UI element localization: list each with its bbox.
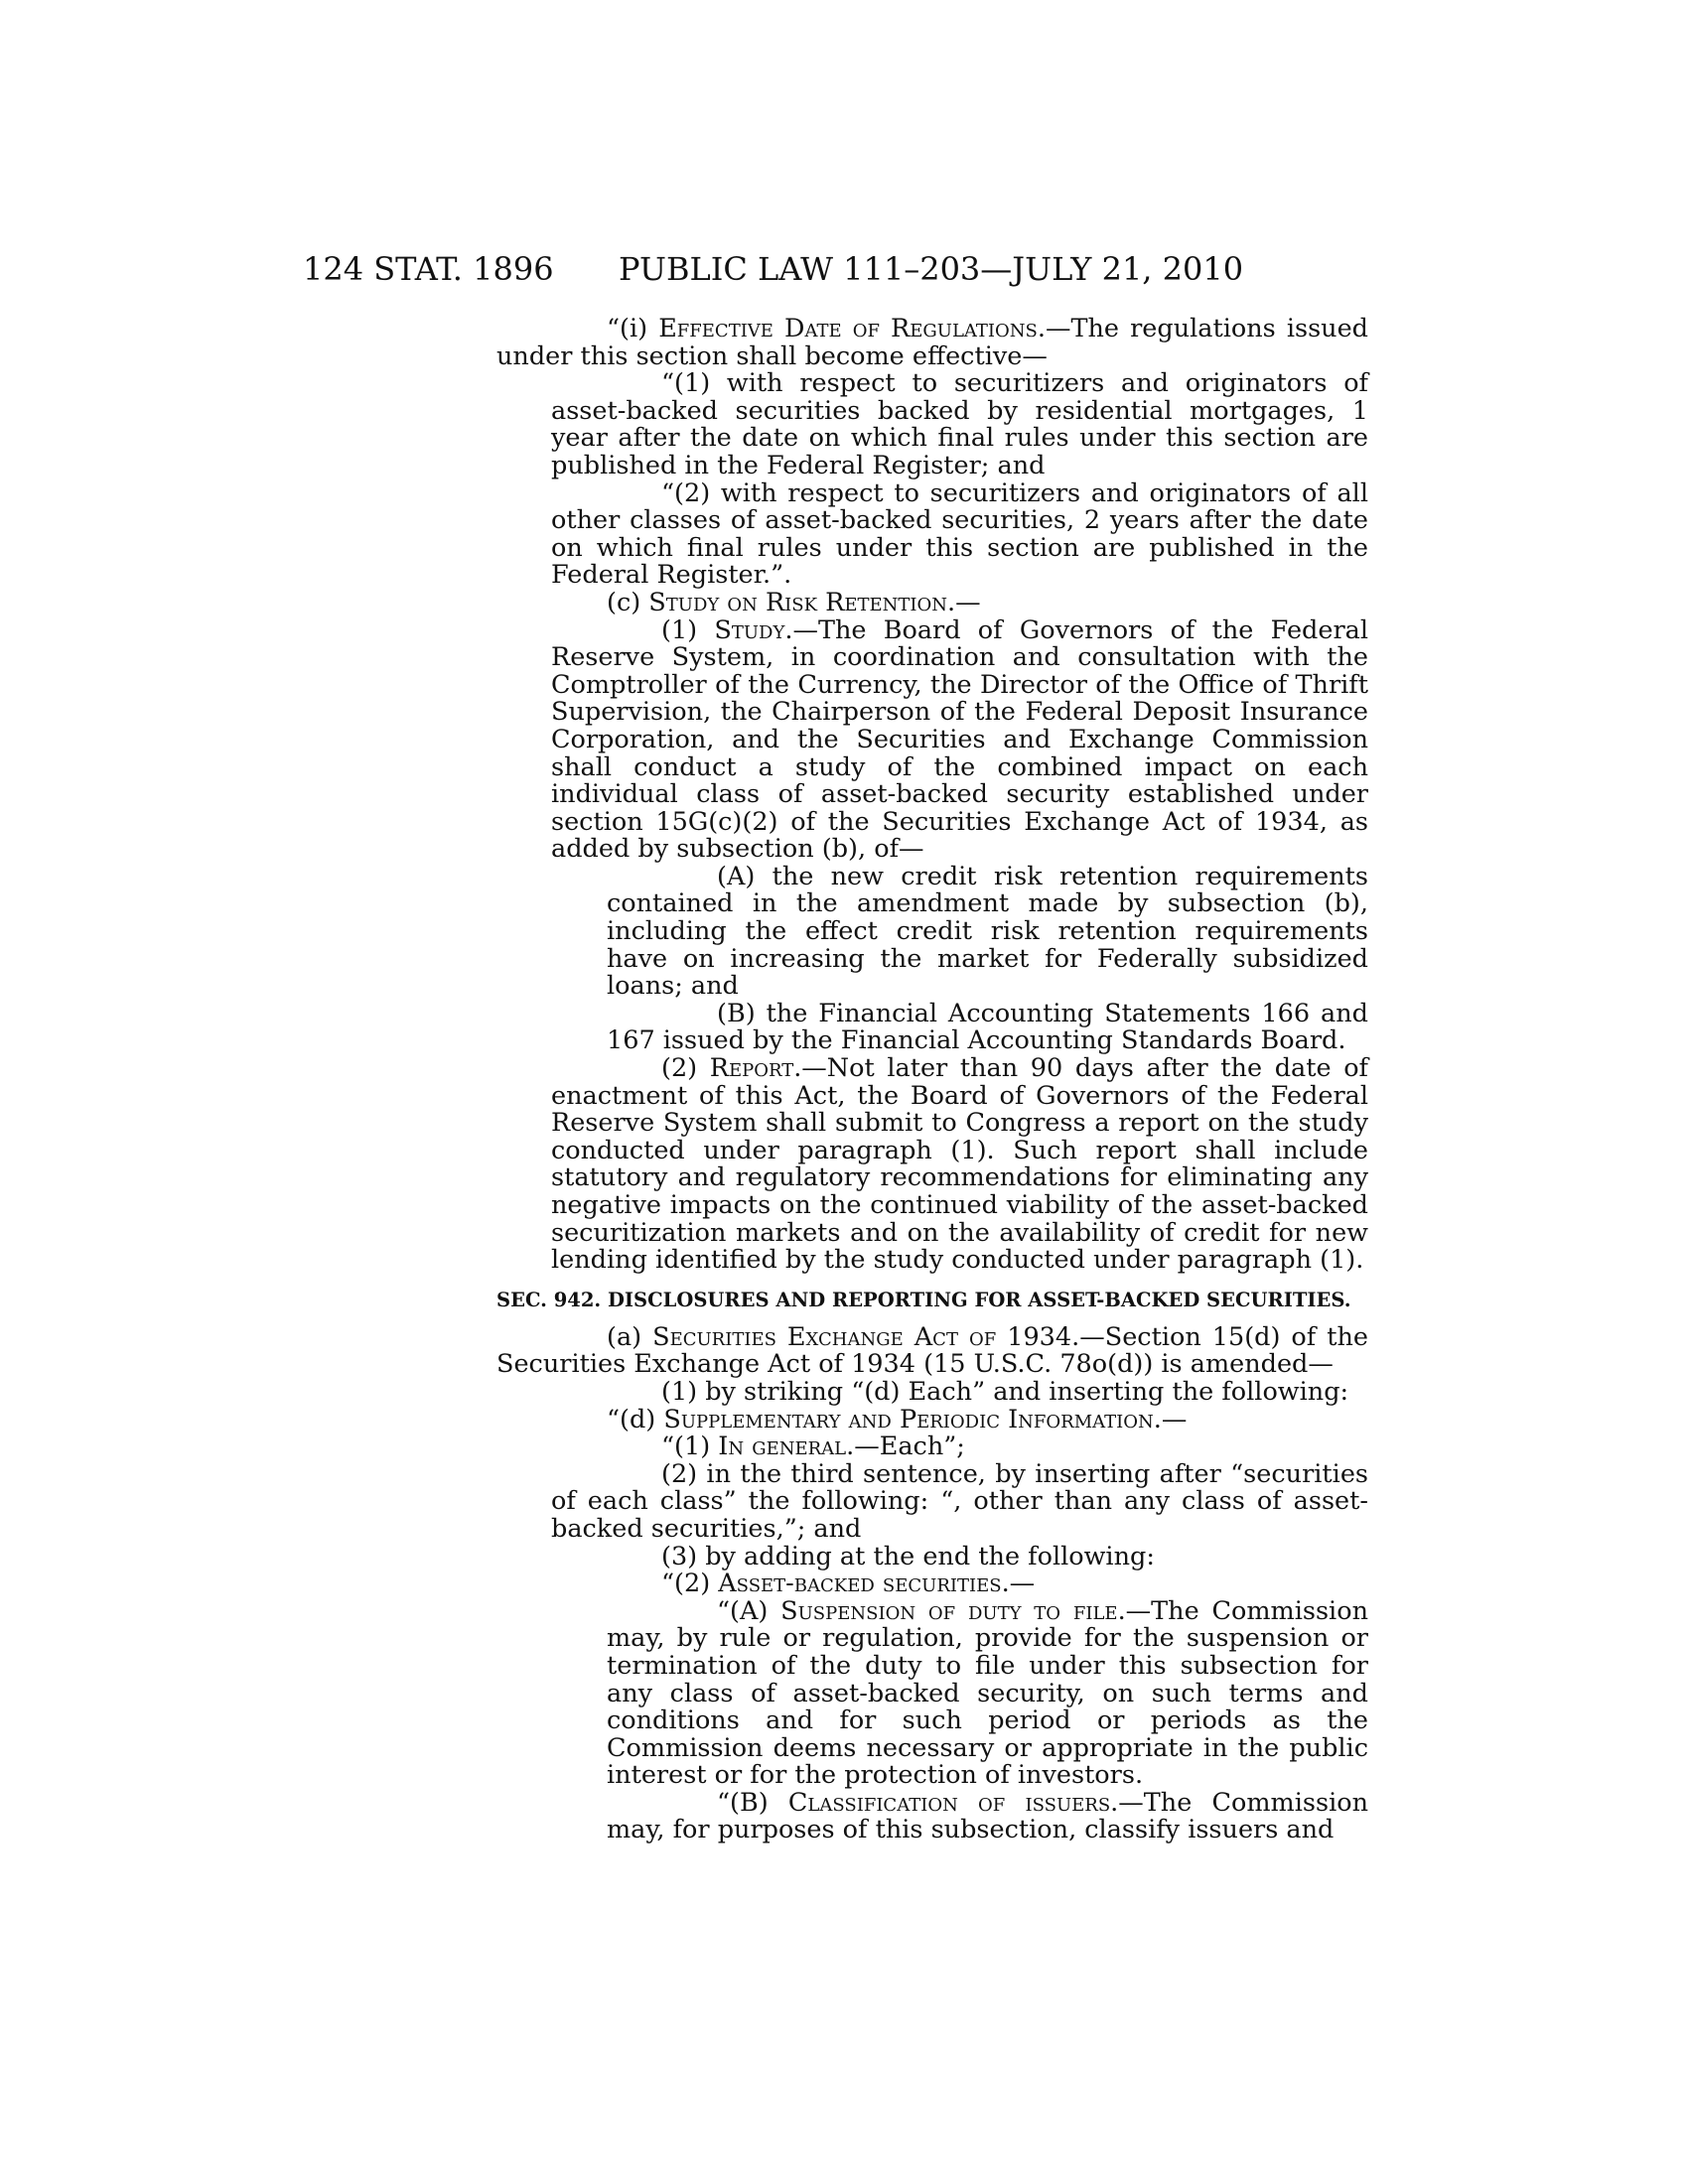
amendment-3: (3) by adding at the end the following: — [661, 1541, 1155, 1571]
paragraph-study: (1) Study.—The Board of Governors of the Federal Reserve System, in coordination and consultation with the Comptroller of the Currency, the Director of the Office of Thrift Supervision, the Chairperson of the Federal Deposit Insurance Corporation, and the Securities and Exchange Commission shall conduct a study of the combined impact on each individual class of asset-backed security established under section 15G(c)(2) of the Securities Exchange Act of 1934, as added by subsection (b), of— — [551, 614, 1368, 865]
quoted-subsection-d: “(d) Supplementary and Periodic Information.— — [607, 1404, 1188, 1434]
run-in-heading: Report — [709, 1053, 794, 1084]
paragraph-effective-1: “(1) with respect to securitizers and originators of asset-backed securities backed by residential mortgages, 1 year after the date on which final rules under this section are published in the Federal Register; and — [551, 368, 1368, 480]
run-in-heading: Asset-backed securities — [718, 1569, 1002, 1599]
paragraph-effective-date: “(i) Effective Date of Regulations.—The regulations issued under this section shall become effective— — [496, 314, 1368, 371]
quoted-subparagraph-a: “(A) Suspension of duty to file.—The Commission may, by rule or regulation, provide for the suspension or termination of the duty to file under this subsection for any class of asset-backed security, on such terms and conditions and for such period or periods as the Commission deems necessary or appropriate in the public interest or for the protection of investors. — [607, 1595, 1368, 1791]
amendment-2: (2) in the third sentence, by inserting after “securities of each class” the following: “, other than any class of asset-backed securities,”; and — [551, 1458, 1368, 1544]
subparagraph-b: (B) the Financial Accounting Statements 166 and 167 issued by the Financial Accounting Standards Board. — [607, 998, 1368, 1056]
section-heading: SEC. 942. DISCLOSURES AND REPORTING FOR ASSET-BACKED SECURITIES. — [496, 1288, 1351, 1311]
paragraph-report: (2) Report.—Not later than 90 days after the date of enactment of this Act, the Board of Governors of the Federal Reserve System shall submit to Congress a report on the study conducted under paragraph (1). Such report shall include statutory and regulatory recommendations for eliminating any negative impacts on the continued viability of the asset-backed securitization markets and on the availability of credit for new lending identified by the study conducted under paragraph (1). — [551, 1053, 1368, 1276]
subsection-a: (a) Securities Exchange Act of 1934.—Section 15(d) of the Securities Exchange Act of 1934 (15 U.S.C. 78o(d)) is amended— — [496, 1321, 1368, 1380]
run-in-heading: Study on Risk Retention — [648, 587, 948, 617]
subparagraph-a: (A) the new credit risk retention requirements contained in the amendment made by subsection (b), including the effect credit risk retention requirements have on increasing the market for Federally subsidized loans; and — [607, 861, 1368, 1002]
run-in-heading: Securities Exchange Act of 1934 — [652, 1321, 1072, 1352]
run-in-heading: Suspension of duty to file — [780, 1595, 1118, 1626]
public-law-title: PUBLIC LAW 111–203—JULY 21, 2010 — [619, 250, 1244, 288]
quoted-paragraph-2: “(2) Asset-backed securities.— — [661, 1569, 1036, 1599]
quoted-paragraph-1: “(1) In general.—Each”; — [661, 1432, 965, 1462]
run-in-heading: Effective Date of Regulations — [658, 314, 1038, 343]
run-in-heading: Study — [714, 614, 785, 645]
quoted-subparagraph-b: “(B) Classification of issuers.—The Commission may, for purposes of this subsection, classify issuers and — [607, 1787, 1369, 1845]
statute-reference: 124 STAT. 1896 — [303, 250, 554, 288]
amendment-1: (1) by striking “(d) Each” and inserting the following: — [661, 1376, 1349, 1407]
document-body — [496, 316, 1368, 1844]
page-header — [303, 250, 1365, 294]
subsection-c: (c) Study on Risk Retention.— — [607, 587, 981, 617]
run-in-heading: Supplementary and Periodic Information — [663, 1404, 1154, 1434]
run-in-heading: In general — [718, 1432, 847, 1462]
paragraph-effective-2: “(2) with respect to securitizers and originators of all other classes of asset-backed securities, 2 years after the date on which final rules under this section are published in the Federal Register.”. — [551, 478, 1368, 591]
run-in-heading: Classification of issuers — [787, 1787, 1111, 1818]
